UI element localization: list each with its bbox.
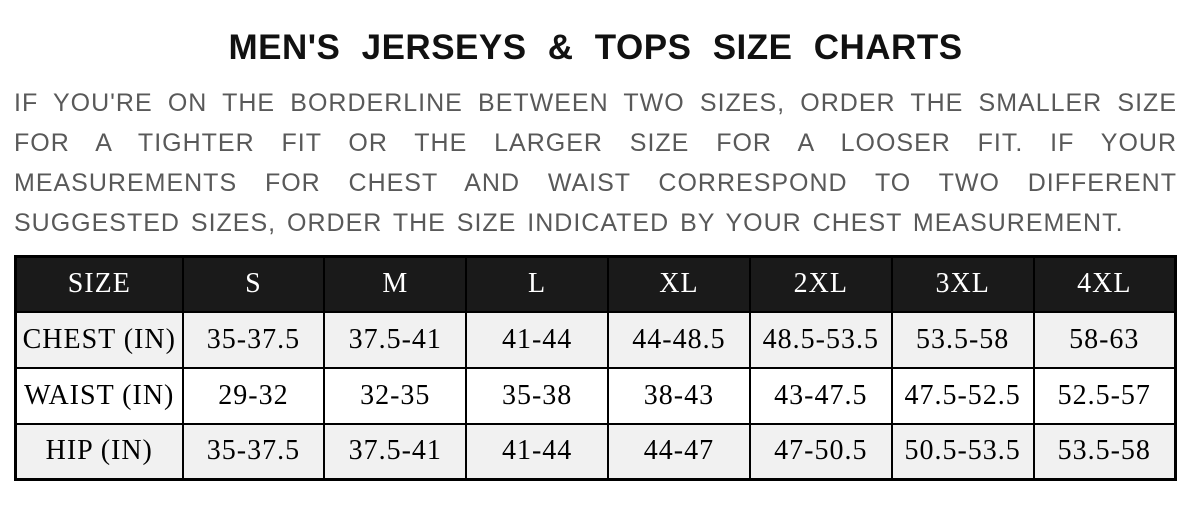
row-label-hip: HIP (IN) — [16, 424, 183, 480]
table-row-hip — [16, 424, 1176, 480]
row-label-chest: CHEST (IN) — [16, 312, 183, 368]
page-title: MEN'S JERSEYS & TOPS SIZE CHARTS — [228, 28, 963, 67]
cell-hip-2xl: 47-50.5 — [750, 424, 892, 480]
table-row-waist — [16, 368, 1176, 424]
cell-waist-4xl: 52.5-57 — [1034, 368, 1176, 424]
cell-hip-3xl: 50.5-53.5 — [892, 424, 1034, 480]
cell-chest-m: 37.5-41 — [324, 312, 466, 368]
cell-waist-m: 32-35 — [324, 368, 466, 424]
cell-chest-2xl: 48.5-53.5 — [750, 312, 892, 368]
cell-waist-2xl: 43-47.5 — [750, 368, 892, 424]
size-chart-table — [14, 255, 1177, 481]
cell-hip-s: 35-37.5 — [183, 424, 325, 480]
cell-waist-3xl: 47.5-52.5 — [892, 368, 1034, 424]
header-cell-size: SIZE — [16, 257, 183, 312]
cell-hip-4xl: 53.5-58 — [1034, 424, 1176, 480]
cell-chest-3xl: 53.5-58 — [892, 312, 1034, 368]
cell-chest-xl: 44-48.5 — [608, 312, 750, 368]
table-row-chest — [16, 312, 1176, 368]
cell-waist-s: 29-32 — [183, 368, 325, 424]
header-cell-2xl: 2XL — [750, 257, 892, 312]
intro-paragraph: IF YOU'RE ON THE BORDERLINE BETWEEN TWO SIZES, ORDER THE SMALLER SIZE FOR A TIGHTER FIT OR THE LARGER SIZE FOR A LOOSER FIT. IF YOUR MEASUREMENTS FOR CHEST AND WAIST CORRESPOND TO TWO DIFFERENT SUGGESTED SIZES, ORDER THE SIZE INDICATED BY YOUR CHEST MEASUREMENT. — [14, 89, 1177, 237]
row-label-waist: WAIST (IN) — [16, 368, 183, 424]
cell-hip-xl: 44-47 — [608, 424, 750, 480]
cell-chest-s: 35-37.5 — [183, 312, 325, 368]
cell-waist-xl: 38-43 — [608, 368, 750, 424]
header-cell-xl: XL — [608, 257, 750, 312]
header-cell-s: S — [183, 257, 325, 312]
header-cell-4xl: 4XL — [1034, 257, 1176, 312]
header-cell-l: L — [466, 257, 608, 312]
header-row — [16, 257, 1176, 312]
header-cell-3xl: 3XL — [892, 257, 1034, 312]
cell-hip-m: 37.5-41 — [324, 424, 466, 480]
cell-waist-l: 35-38 — [466, 368, 608, 424]
cell-chest-4xl: 58-63 — [1034, 312, 1176, 368]
cell-chest-l: 41-44 — [466, 312, 608, 368]
header-cell-m: M — [324, 257, 466, 312]
cell-hip-l: 41-44 — [466, 424, 608, 480]
